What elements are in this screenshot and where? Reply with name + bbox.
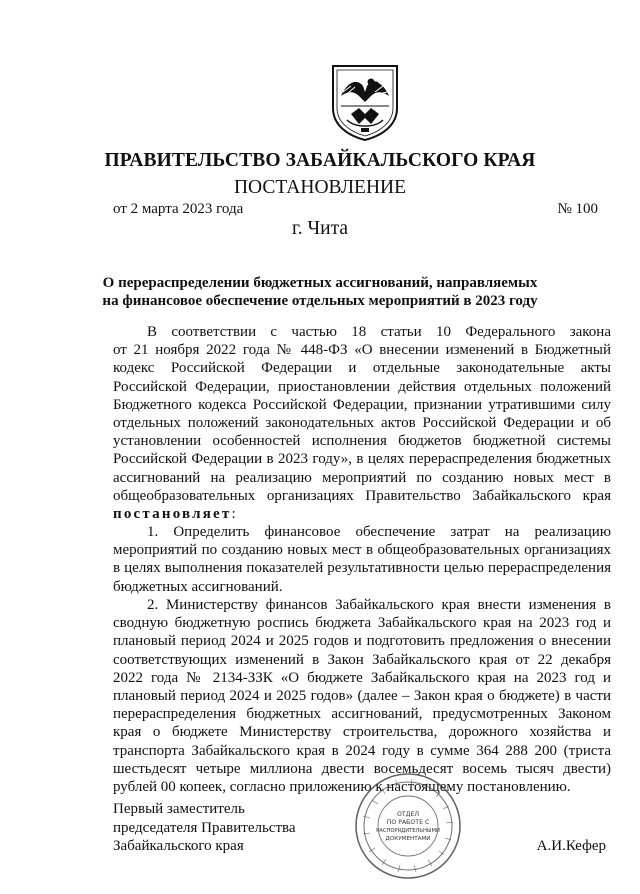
document-city: г. Чита xyxy=(291,218,349,239)
text-line: в целях выполнения показателей результативности целью перераспределения xyxy=(113,560,611,577)
item-2-paragraph xyxy=(113,596,611,796)
signer-position-line: Забайкальского края xyxy=(113,838,244,854)
subject-line: О перераспределении бюджетных ассигнований, направляемых xyxy=(102,275,538,291)
text-line: мероприятий по созданию новых мест в общеобразовательных организациях xyxy=(113,542,611,559)
document-subject xyxy=(60,275,580,310)
text-line: Бюджетного кодекса Российской Федерации, признании утратившими силу xyxy=(113,396,611,413)
text-line: плановый период 2024 и 2025 годов» (далее – Закон края о бюджете) в части xyxy=(113,687,611,704)
resolves-word: постановляет xyxy=(113,505,232,522)
text-line: транспорта Забайкальского края в 2024 году в сумме 364 288 200 (триста xyxy=(113,742,611,759)
text-line: отдельных положений законодательных актов Российской Федерации и об xyxy=(113,414,611,431)
text-line: 2022 года № 2134-ЗЗК «О бюджете Забайкальского края на 2023 год и xyxy=(113,669,611,686)
text-line: соответствующих изменений в Закон Забайкальского края от 22 декабря xyxy=(113,651,611,668)
text-line: перераспределения бюджетных ассигнований, предусмотренных Законом xyxy=(113,706,611,723)
resolves-line xyxy=(113,505,611,523)
text-line: сводную бюджетную роспись бюджета Забайкальского края на 2023 год и xyxy=(113,615,611,632)
text-line: общеобразовательных организациях Правительство Забайкальского края xyxy=(113,487,611,504)
document-date: от 2 марта 2023 года xyxy=(113,201,244,217)
item-1-paragraph xyxy=(113,523,611,596)
coat-of-arms-icon xyxy=(327,62,403,142)
text-line: 2. Министерству финансов Забайкальского края внести изменения в xyxy=(147,597,611,613)
resolves-punct: : xyxy=(231,505,236,522)
text-line: плановый период 2024 и 2025 годов и подготовить предложения о внесении xyxy=(113,633,611,650)
text-line: кодекс Российской Федерации и отдельные законодательные акты xyxy=(113,360,611,377)
stamp-text: ОТДЕЛ xyxy=(396,811,420,818)
text-line: края о бюджете Министерству строительства, дорожного хозяйства и xyxy=(113,724,611,741)
text-line: от 21 ноября 2022 года № 448-ФЗ «О внесении изменений в Бюджетный xyxy=(113,342,611,359)
stamp-text: РАСПОРЯДИТЕЛЬНЫМИ xyxy=(376,828,440,834)
signer-position-line: Первый заместитель xyxy=(113,801,245,817)
signer-position-line: председателя Правительства xyxy=(113,819,296,836)
stamp-text: ПО РАБОТЕ С xyxy=(386,819,430,826)
text-line: шестьдесят четыре миллиона двести восемьдесят восемь тысяч двести) xyxy=(113,760,611,777)
stamp-text: ДОКУМЕНТАМИ xyxy=(385,836,431,842)
round-stamp-icon xyxy=(352,770,464,882)
text-line: 1. Определить финансовое обеспечение затрат на реализацию xyxy=(147,524,611,540)
signer-name: А.И.Кефер xyxy=(536,838,606,854)
government-title: ПРАВИТЕЛЬСТВО ЗАБАЙКАЛЬСКОГО КРАЯ xyxy=(104,150,536,171)
subject-line: на финансовое обеспечение отдельных мероприятий в 2023 году xyxy=(102,292,538,309)
text-line: рублей 00 копеек, согласно приложению к настоящему постановлению. xyxy=(113,778,571,795)
text-line: установлении особенностей исполнения бюджетов бюджетной системы xyxy=(113,433,611,450)
text-line: Российской Федерации, приостановлении действия отдельных положений xyxy=(113,378,611,395)
document-type: ПОСТАНОВЛЕНИЕ xyxy=(233,177,407,198)
text-line: бюджетных ассигнований. xyxy=(113,578,283,595)
document-number: № 100 xyxy=(557,201,598,217)
signer-position xyxy=(113,800,296,856)
text-line: Российской Федерации в 2023 году», в целях перераспределения бюджетных xyxy=(113,451,611,468)
text-line: В соответствии с частью 18 статьи 10 Федерального закона xyxy=(147,324,611,340)
text-line: ассигнований на реализацию мероприятий по созданию новых мест в xyxy=(113,469,611,486)
preamble-paragraph xyxy=(113,323,611,523)
